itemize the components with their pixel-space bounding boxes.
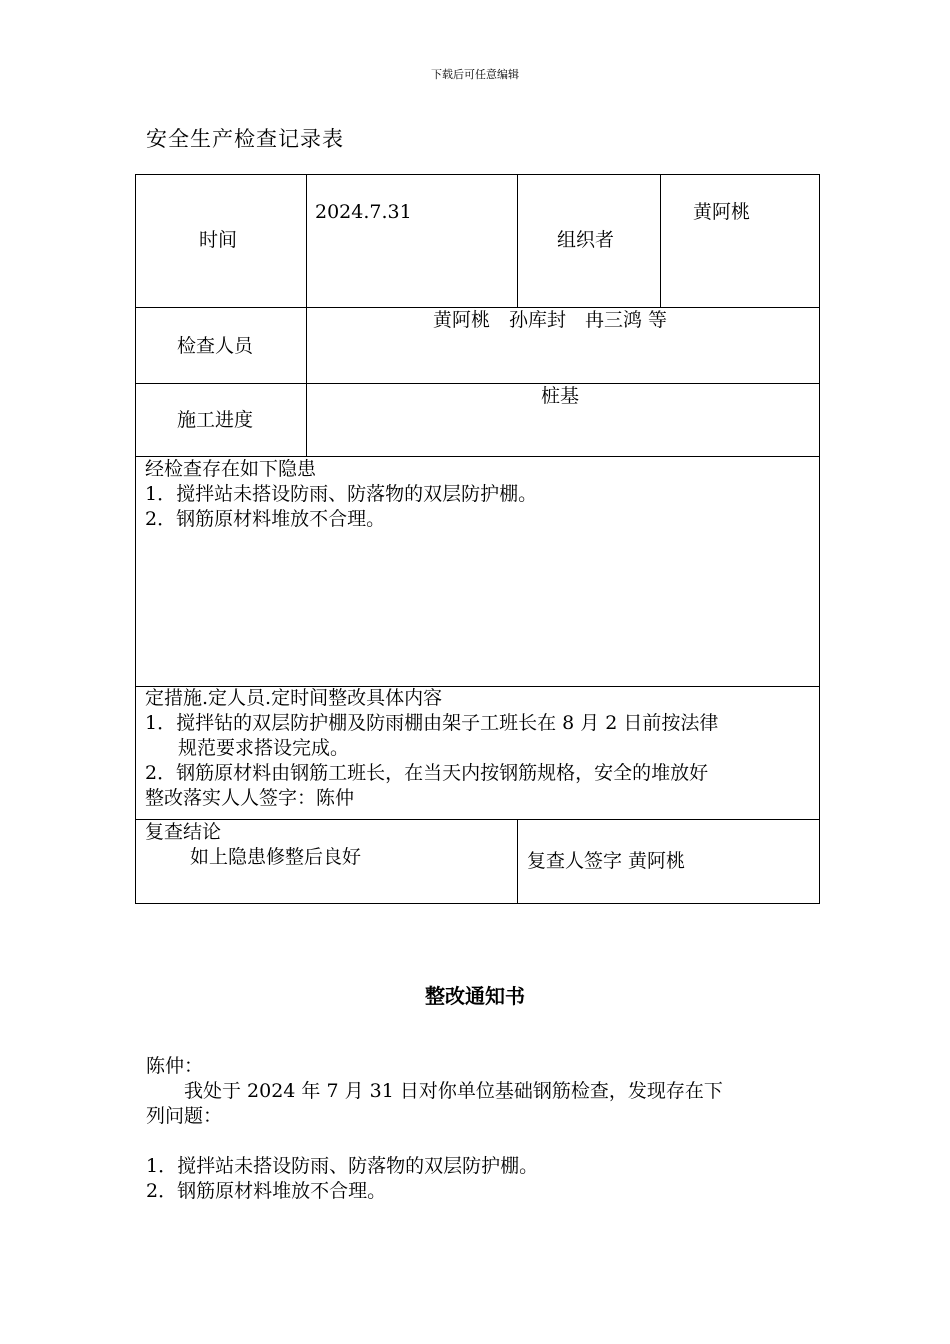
notice-paragraph-line: 我处于 2024 年 7 月 31 日对你单位基础钢筋检查，发现存在下 — [146, 1080, 723, 1102]
hazards-section — [145, 457, 537, 532]
hazard-item: 1．搅拌站未搭设防雨、防落物的双层防护棚。 — [145, 483, 538, 505]
table-border-right — [819, 174, 820, 904]
measure-item: 2．钢筋原材料由钢筋工班长，在当天内按钢筋规格，安全的堆放好 — [145, 762, 709, 784]
time-label: 时间 — [199, 229, 238, 251]
rectification-signer: 整改落实人人签字：陈仲 — [145, 787, 355, 809]
row-divider — [135, 383, 820, 384]
blank-line — [146, 1129, 816, 1154]
inspection-record-table — [135, 174, 820, 904]
column-divider — [517, 174, 518, 308]
column-divider — [306, 174, 307, 457]
measures-heading: 定措施.定人员.定时间整改具体内容 — [145, 687, 443, 709]
table-border-bottom — [135, 903, 820, 904]
notice-item: 2．钢筋原材料堆放不合理。 — [146, 1180, 387, 1202]
measure-item: 规范要求搭设完成。 — [153, 737, 350, 759]
column-divider — [660, 174, 661, 308]
header-note: 下载后可任意编辑 — [431, 68, 519, 81]
hazards-heading: 经检查存在如下隐患 — [145, 458, 317, 480]
notice-title: 整改通知书 — [425, 984, 525, 1008]
review-label: 复查结论 — [145, 821, 222, 843]
measures-section — [145, 686, 718, 811]
hazard-item: 2．钢筋原材料堆放不合理。 — [145, 508, 386, 530]
reviewer-signature: 复查人签字 黄阿桃 — [527, 850, 686, 872]
progress-label: 施工进度 — [177, 409, 254, 431]
table-border-left — [135, 174, 136, 904]
organizer-value: 黄阿桃 — [693, 201, 751, 223]
measure-item: 1．搅拌钻的双层防护棚及防雨棚由架子工班长在 8 月 2 日前按法律 — [145, 712, 719, 734]
table-border-top — [135, 174, 820, 175]
column-divider — [517, 819, 518, 904]
notice-body — [146, 1054, 816, 1204]
notice-salutation: 陈仲： — [146, 1055, 204, 1077]
row-divider — [135, 819, 820, 820]
inspectors-value: 黄阿桃 孙库封 冉三鸿 等 — [433, 309, 668, 331]
time-value: 2024.7.31 — [315, 201, 412, 223]
progress-value: 桩基 — [541, 385, 580, 407]
document-title: 安全生产检查记录表 — [146, 127, 344, 151]
notice-item: 1．搅拌站未搭设防雨、防落物的双层防护棚。 — [146, 1155, 539, 1177]
review-conclusion: 如上隐患修整后良好 — [190, 846, 362, 868]
inspectors-label: 检查人员 — [177, 335, 254, 357]
organizer-label: 组织者 — [557, 229, 615, 251]
notice-paragraph-line: 列问题： — [146, 1105, 223, 1127]
